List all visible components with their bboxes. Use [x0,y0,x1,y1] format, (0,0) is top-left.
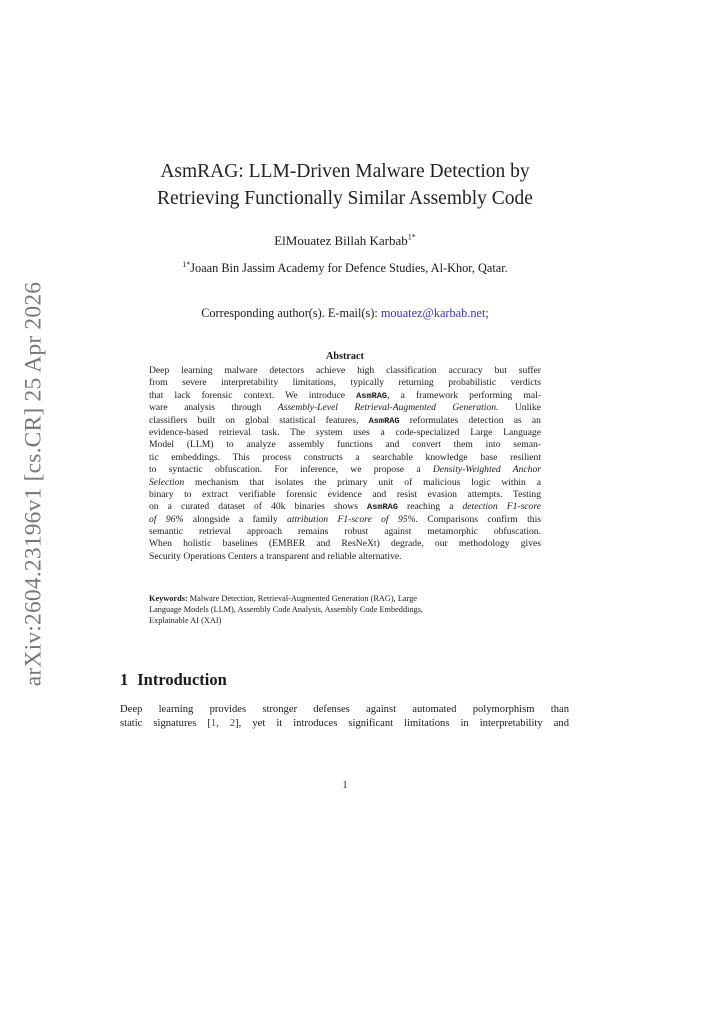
section-heading [120,670,227,690]
abstract-line [149,464,541,476]
author-name: ElMouatez Billah Karbab [274,233,408,248]
abstract-emphasis: of 96% [149,513,184,525]
keywords-line [149,593,541,604]
paper-title [120,158,570,212]
intro-text: , [216,717,230,729]
section-number: 1 [120,670,129,689]
abstract-emphasis: Selection [149,476,185,488]
paper-title-line-1: AsmRAG: LLM-Driven Malware Detection by [160,161,530,182]
keywords-text: Malware Detection, Retrieval-Augmented Generation (RAG), Large [187,594,418,603]
citation-link-2[interactable]: 2 [229,717,236,729]
affiliation-text: Joaan Bin Jassim Academy for Defence Studies, Al-Khor, Qatar. [190,261,508,275]
abstract-line: When holistic baselines (EMBER and ResNeXt) degrade, our methodology gives [149,538,541,550]
affiliation-mark: 1* [182,259,191,269]
corresponding-email-link[interactable]: mouatez@karbab.net; [380,306,489,320]
abstract-text: on a curated dataset of 40k binaries shows [149,501,368,513]
keywords-label: Keywords: [149,594,188,603]
arxiv-identifier [20,281,48,686]
abstract-line: Deep learning malware detectors achieve high classification accuracy but suffer [149,365,541,376]
abstract-line: tic embeddings. This process constructs a searchable knowledge base resilient [149,451,541,463]
abstract-text: reaching a [397,501,463,513]
abstract-line [149,390,541,402]
intro-line [120,717,569,731]
citation-link-1[interactable]: 1 [210,717,217,729]
author [120,233,570,249]
keywords-line: Explainable AI (XAI) [149,616,222,625]
abstract-text: mechanism that isolates the primary unit of malicious logic within a [184,476,541,488]
abstract-text: that lack forensic context. We introduce [149,389,357,401]
system-name: AsmRAG [367,502,398,513]
abstract-emphasis: Density-Weighted Anchor [432,464,541,476]
abstract-line [149,415,541,427]
corresponding-label: Corresponding author(s). E-mail(s): [201,306,381,320]
abstract-line [149,501,541,513]
system-name: AsmRAG [356,390,388,401]
paper-title-line-2: Retrieving Functionally Similar Assembly Code [157,188,533,209]
abstract-text: , a framework performing mal- [387,389,541,401]
abstract-line [149,402,541,414]
abstract-line: from severe interpretability limitations, typically returning probabilistic verdicts [149,377,541,389]
affiliation [120,261,570,276]
abstract-text: to syntactic obfuscation. For inference, we propose a [149,464,433,476]
intro-line: Deep learning provides stronger defenses against automated polymorphism than [120,704,569,715]
abstract-text: alongside a family [183,513,288,525]
intro-text: ], yet it introduces significant limitations in interpretability and [235,717,569,729]
abstract-line: Security Operations Centers a transparent and reliable alternative. [149,550,402,562]
abstract-line [149,477,541,489]
abstract-line: semantic retrieval approach remains robust against metamorphic obfuscation. [149,526,541,538]
abstract-line [149,514,541,526]
section-title: Introduction [137,670,227,689]
abstract-text: reformulates detection as an [399,414,541,426]
system-name: AsmRAG [368,415,400,426]
keywords [149,593,541,626]
abstract-line: Model (LLM) to analyze assembly functions and convert them into seman- [149,439,541,451]
keywords-line: Language Models (LLM), Assembly Code Analysis, Assembly Code Embeddings, [149,605,424,614]
abstract-heading: Abstract [326,351,364,362]
abstract-emphasis: detection F1-score [462,501,541,513]
abstract-text: Comparisons confirm this [417,513,541,525]
abstract-text: classifiers built on global statistical features, [149,414,369,426]
abstract-line: binary to extract verifiable forensic evidence and resist evasion attempts. Testing [149,488,541,500]
abstract-text: ware analysis through [149,402,278,414]
abstract-emphasis: attribution F1-score of 95%. [287,513,418,525]
abstract-line: evidence-based retrieval task. The system uses a code-specialized Large Language [149,426,541,438]
corresponding-author [120,306,570,321]
arxiv-identifier-text: arXiv:2604.23196v1 [cs.CR] 25 Apr 2026 [20,281,47,686]
page-number: 1 [342,780,348,791]
abstract-body [149,365,541,563]
introduction-paragraph [120,703,569,730]
author-mark: 1* [407,232,416,242]
abstract-emphasis: Assembly-Level Retrieval-Augmented Generation. [277,402,499,414]
abstract-text: Unlike [498,402,541,414]
intro-text: static signatures [ [120,717,211,729]
